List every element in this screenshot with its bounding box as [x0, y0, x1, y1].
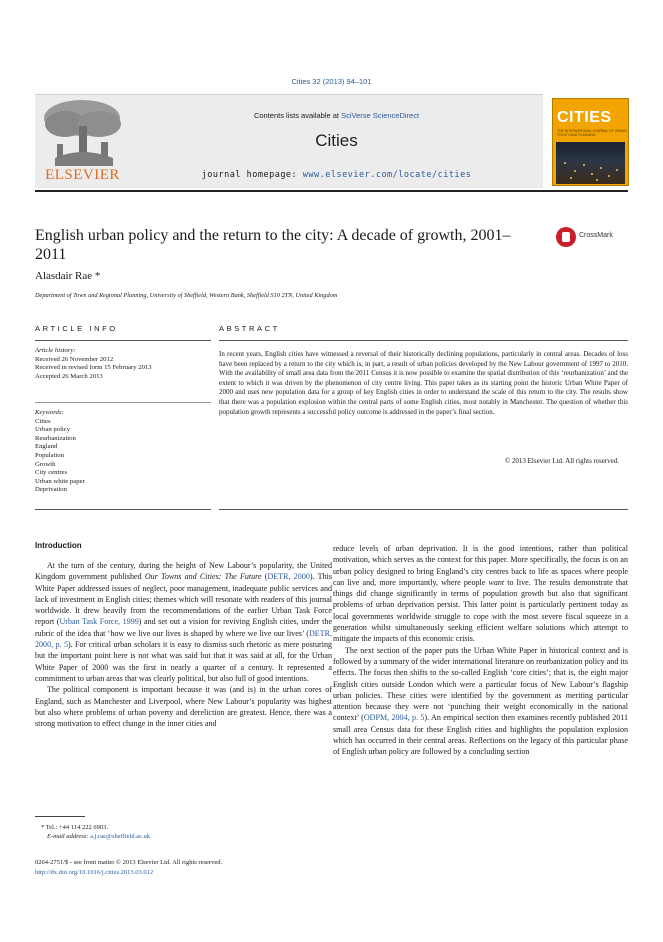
crossmark-label: CrossMark	[579, 232, 613, 239]
page-footer	[35, 858, 222, 877]
abstract-text: In recent years, English cities have witnessed a reversal of their historically declining populations, particularly in central areas. Decades of loss have been replaced by a return to the city which is, in part, a result of urban policies developed by the New Labour government of 1997 to 2010. With the availability of small area data from the 2011 Census it is now possible to examine the spatial distribution of this ‘reurbanization’ and the extent to which it was driven by the phenomenon of city centre living. This paper takes as its starting point the historic Urban White Paper of 2000 and uses new population data for a group of key English cities in order to understand the scale of this return to the city. The results show that there was a population explosion within the central parts of some English cities, most notably in Manchester. The question of whether this population growth represents a successful policy outcome is addressed in the paper’s final section.	[219, 350, 628, 416]
body-paragraph: reduce levels of urban deprivation. It is the good intentions, rather than political motivation, which serves as the context for this paper. More specifically, the focus is on an urban policy designed to bring England’s city centres back to life as spaces where people can live and, more importantly, where people want to live. The results demonstrate that things did change significantly in terms of population growth but also that significant problems of urban deprivation persist. This latter point is particularly pertinent today as local governments worldwide struggle to cope with the most severe fiscal squeeze in a generation whilst simultaneously seeking efficient welfare solutions which attempt to mitigate the impacts of this economic crisis.	[333, 544, 628, 644]
sciencedirect-link[interactable]: SciVerse ScienceDirect	[341, 111, 420, 120]
divider	[219, 340, 628, 341]
body-paragraph: At the turn of the century, during the height of New Labour’s popularity, the United Kingdom government published Our Towns and Cities: The Future (DETR, 2000). This White Paper addressed issues of neglect, poor management, inadequate public services and lack of investment in English cities; themes which will resonate with readers of this journal worldwide. It drew heavily from the recommendations of the earlier Urban Task Force report (Urban Task Force, 1999) and set out a vision for reviving English cities, under the rubric of the idea that ‘how we live our lives is shaped by where we live our lives’ (DETR, 2000, p. 5). For critical urban scholars it is easy to dismiss such rhetoric as mere posturing but the important point here is not what was said but that it was said at all, for the Urban White Paper of 2000 was the first in nearly a quarter of a century. It represented a commitment to urban areas that was clearly political, but also full of good intentions.	[35, 561, 333, 683]
email-label: E-mail address:	[47, 832, 89, 840]
history-accepted: Accepted 26 March 2013	[35, 372, 103, 380]
doi-link[interactable]: http://dx.doi.org/10.1016/j.cities.2013.03.012	[35, 868, 154, 876]
divider	[219, 509, 628, 510]
keyword: Urban policy	[35, 426, 71, 434]
journal-name: Cities	[315, 131, 358, 150]
article-info-heading: ARTICLE INFO	[35, 324, 118, 333]
copyright-notice: © 2013 Elsevier Ltd. All rights reserved.	[504, 457, 619, 465]
journal-homepage-line	[130, 170, 543, 180]
keyword: Growth	[35, 460, 56, 468]
abstract-heading: ABSTRACT	[219, 324, 280, 333]
footnote-email-line	[35, 833, 150, 842]
citation-link[interactable]: DETR, 2000	[267, 572, 310, 582]
keyword: Deprivation	[35, 486, 67, 494]
keywords-list	[35, 409, 211, 495]
body-column-right	[333, 543, 628, 758]
history-received: Received 26 November 2012	[35, 355, 114, 363]
divider	[35, 340, 211, 341]
body-column-left	[35, 560, 332, 729]
keyword: England	[35, 443, 58, 451]
journal-homepage-link[interactable]: www.elsevier.com/locate/cities	[302, 170, 472, 180]
footnote-divider	[35, 816, 85, 817]
history-revised: Received in revised form 15 February 2013	[35, 364, 152, 372]
history-heading: Article history:	[35, 347, 76, 354]
crossmark-icon	[556, 227, 576, 247]
cover-subtitle: THE INTERNATIONAL JOURNAL OF URBAN POLICY AND PLANNING	[557, 129, 627, 137]
cover-title: CITIES	[557, 109, 612, 126]
body-paragraph: The next section of the paper puts the Urban White Paper in historical context and is followed by a summary of the wider international literature on reurbanization policy and its effects. The focus then shifts to the so-called English ‘core cities’; that is, the eight major English cities outside London which were a particular focus of New Labour’s flagship urban policies. These cities were identified by the government as meriting particular attention because they were not ‘punching their weight economically in the national context’ (ODPM, 2004, p. 5). An empirical section then examines recently published 2011 small area Census data for these English cities and highlights the population explosion which has occurred in their central areas. Reflections on the legacy of this particular phase of English urban policy are followed by a concluding section	[333, 645, 628, 757]
header-divider	[35, 190, 628, 192]
elsevier-wordmark: ELSEVIER	[45, 167, 120, 183]
divider	[35, 402, 211, 403]
author-name[interactable]: Alasdair Rae *	[35, 270, 101, 282]
author-footnote	[35, 824, 150, 842]
citation-link[interactable]: ODPM, 2004, p. 5	[363, 713, 425, 723]
cover-city-photo	[556, 142, 625, 184]
section-heading-introduction: Introduction	[35, 541, 82, 550]
keyword: Urban white paper	[35, 477, 85, 485]
keyword: Reurbanization	[35, 434, 76, 442]
citation-link[interactable]: Urban Task Force, 1999	[59, 617, 139, 627]
author-affiliation: Department of Town and Regional Planning, University of Sheffield, Western Bank, Sheffield S10 2TN, United Kingdom	[35, 292, 338, 299]
citation-link[interactable]: DETR, 2000, p. 5	[35, 628, 332, 650]
keyword: Population	[35, 451, 64, 459]
keywords-heading: Keywords:	[35, 409, 64, 416]
contents-prefix: Contents lists available at	[253, 111, 339, 120]
body-paragraph: The political component is important because it was (and is) in the urban cores of England, such as Manchester and Liverpool, where New Labour’s popularity was highest but also where problems of urban poverty and dereliction are greatest. Hence, there was a strong motivation to effect change in the inner cities and	[35, 685, 332, 729]
emphasis: want	[488, 577, 505, 587]
tree-icon	[35, 96, 130, 168]
divider	[35, 509, 211, 510]
keyword: City centres	[35, 469, 68, 477]
article-history	[35, 347, 211, 381]
homepage-prefix: journal homepage:	[201, 170, 298, 180]
article-title: English urban policy and the return to the city: A decade of growth, 2001–2011	[35, 227, 511, 263]
issn-line: 0264-2751/$ - see front matter © 2013 Elsevier Ltd. All rights reserved.	[35, 859, 223, 866]
footnote-telephone: * Tel.: +44 114 222 6903.	[41, 824, 108, 831]
cited-title: Our Towns and Cities: The Future	[144, 572, 262, 582]
journal-reference[interactable]: Cities 32 (2013) 94–101	[291, 77, 372, 86]
keyword: Cities	[35, 417, 51, 425]
journal-cover-thumbnail[interactable]	[552, 98, 629, 186]
email-link[interactable]: a.j.rae@sheffield.ac.uk	[90, 832, 151, 840]
contents-line	[130, 111, 543, 120]
crossmark-button[interactable]	[556, 227, 636, 247]
